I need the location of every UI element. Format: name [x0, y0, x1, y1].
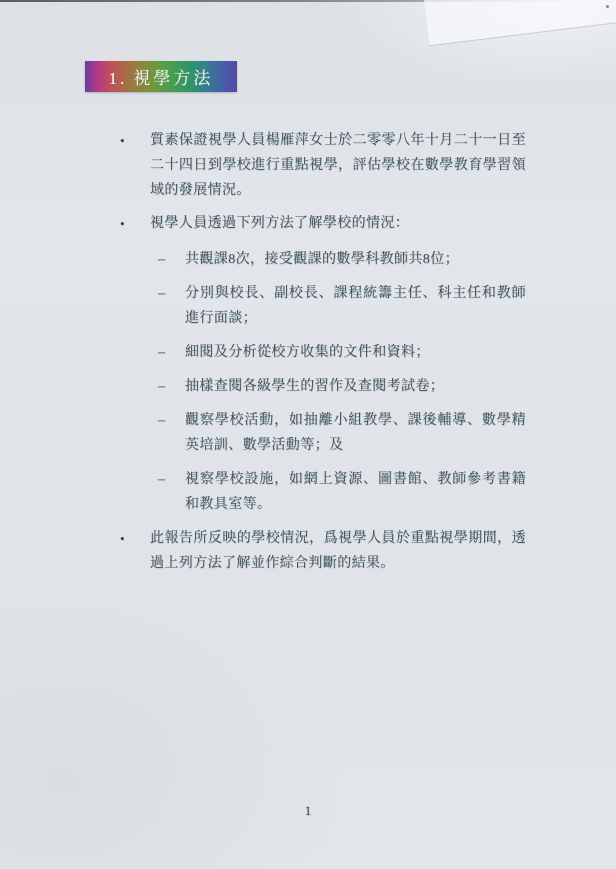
method-item-6	[158, 467, 526, 517]
method-item-3	[158, 340, 526, 365]
dash-icon: –	[158, 286, 166, 301]
bullet-2-intro-text: 視學人員透過下列方法了解學校的情況：	[150, 216, 410, 231]
method-6-text: 視察學校設施，如網上資源、圖書館、教師參考書籍和教具室等。	[185, 472, 526, 512]
document-body	[120, 128, 526, 584]
bullet-dot-icon: •	[120, 216, 125, 231]
dash-icon: –	[158, 345, 166, 360]
bullet-dot-icon: •	[120, 531, 125, 546]
method-item-1	[158, 247, 526, 272]
methods-list	[120, 247, 526, 517]
bullet-item-3	[120, 526, 526, 576]
method-4-text: 抽樣查閱各級學生的習作及查閱考試卷；	[185, 379, 445, 394]
method-5-text: 觀察學校活動，如抽離小組教學、課後輔導、數學精英培訓、數學活動等；及	[185, 413, 526, 453]
section-title: 視學方法	[133, 69, 214, 88]
bullet-item-1	[120, 128, 526, 203]
method-1-text: 共觀課8次，接受觀課的數學科教師共8位；	[185, 252, 459, 267]
bullet-dot-icon: •	[120, 133, 125, 148]
method-item-2	[158, 281, 526, 331]
section-heading-banner	[85, 61, 237, 92]
bullet-1-text: 質素保證視學人員楊雁萍女士於二零零八年十月二十一日至二十四日到學校進行重點視學，評估學校在數學教育學習領域的發展情況。	[150, 133, 526, 198]
scan-speck	[606, 5, 609, 8]
method-item-5	[158, 408, 526, 458]
method-item-4	[158, 374, 526, 399]
method-2-text: 分別與校長、副校長、課程統籌主任、科主任和教師進行面談；	[185, 286, 526, 326]
bullet-3-text: 此報告所反映的學校情況，爲視學人員於重點視學期間，透過上列方法了解並作綜合判斷的結果。	[150, 531, 526, 571]
bullet-item-2	[120, 211, 526, 236]
page-number: 1	[304, 803, 312, 818]
scan-corner-fold	[424, 0, 616, 46]
dash-icon: –	[158, 472, 166, 487]
dash-icon: –	[158, 379, 166, 394]
dash-icon: –	[158, 413, 166, 428]
section-heading-text	[85, 64, 237, 89]
method-3-text: 細閱及分析從校方收集的文件和資料；	[185, 345, 430, 360]
section-number: 1.	[108, 69, 128, 88]
dash-icon: –	[158, 252, 166, 267]
